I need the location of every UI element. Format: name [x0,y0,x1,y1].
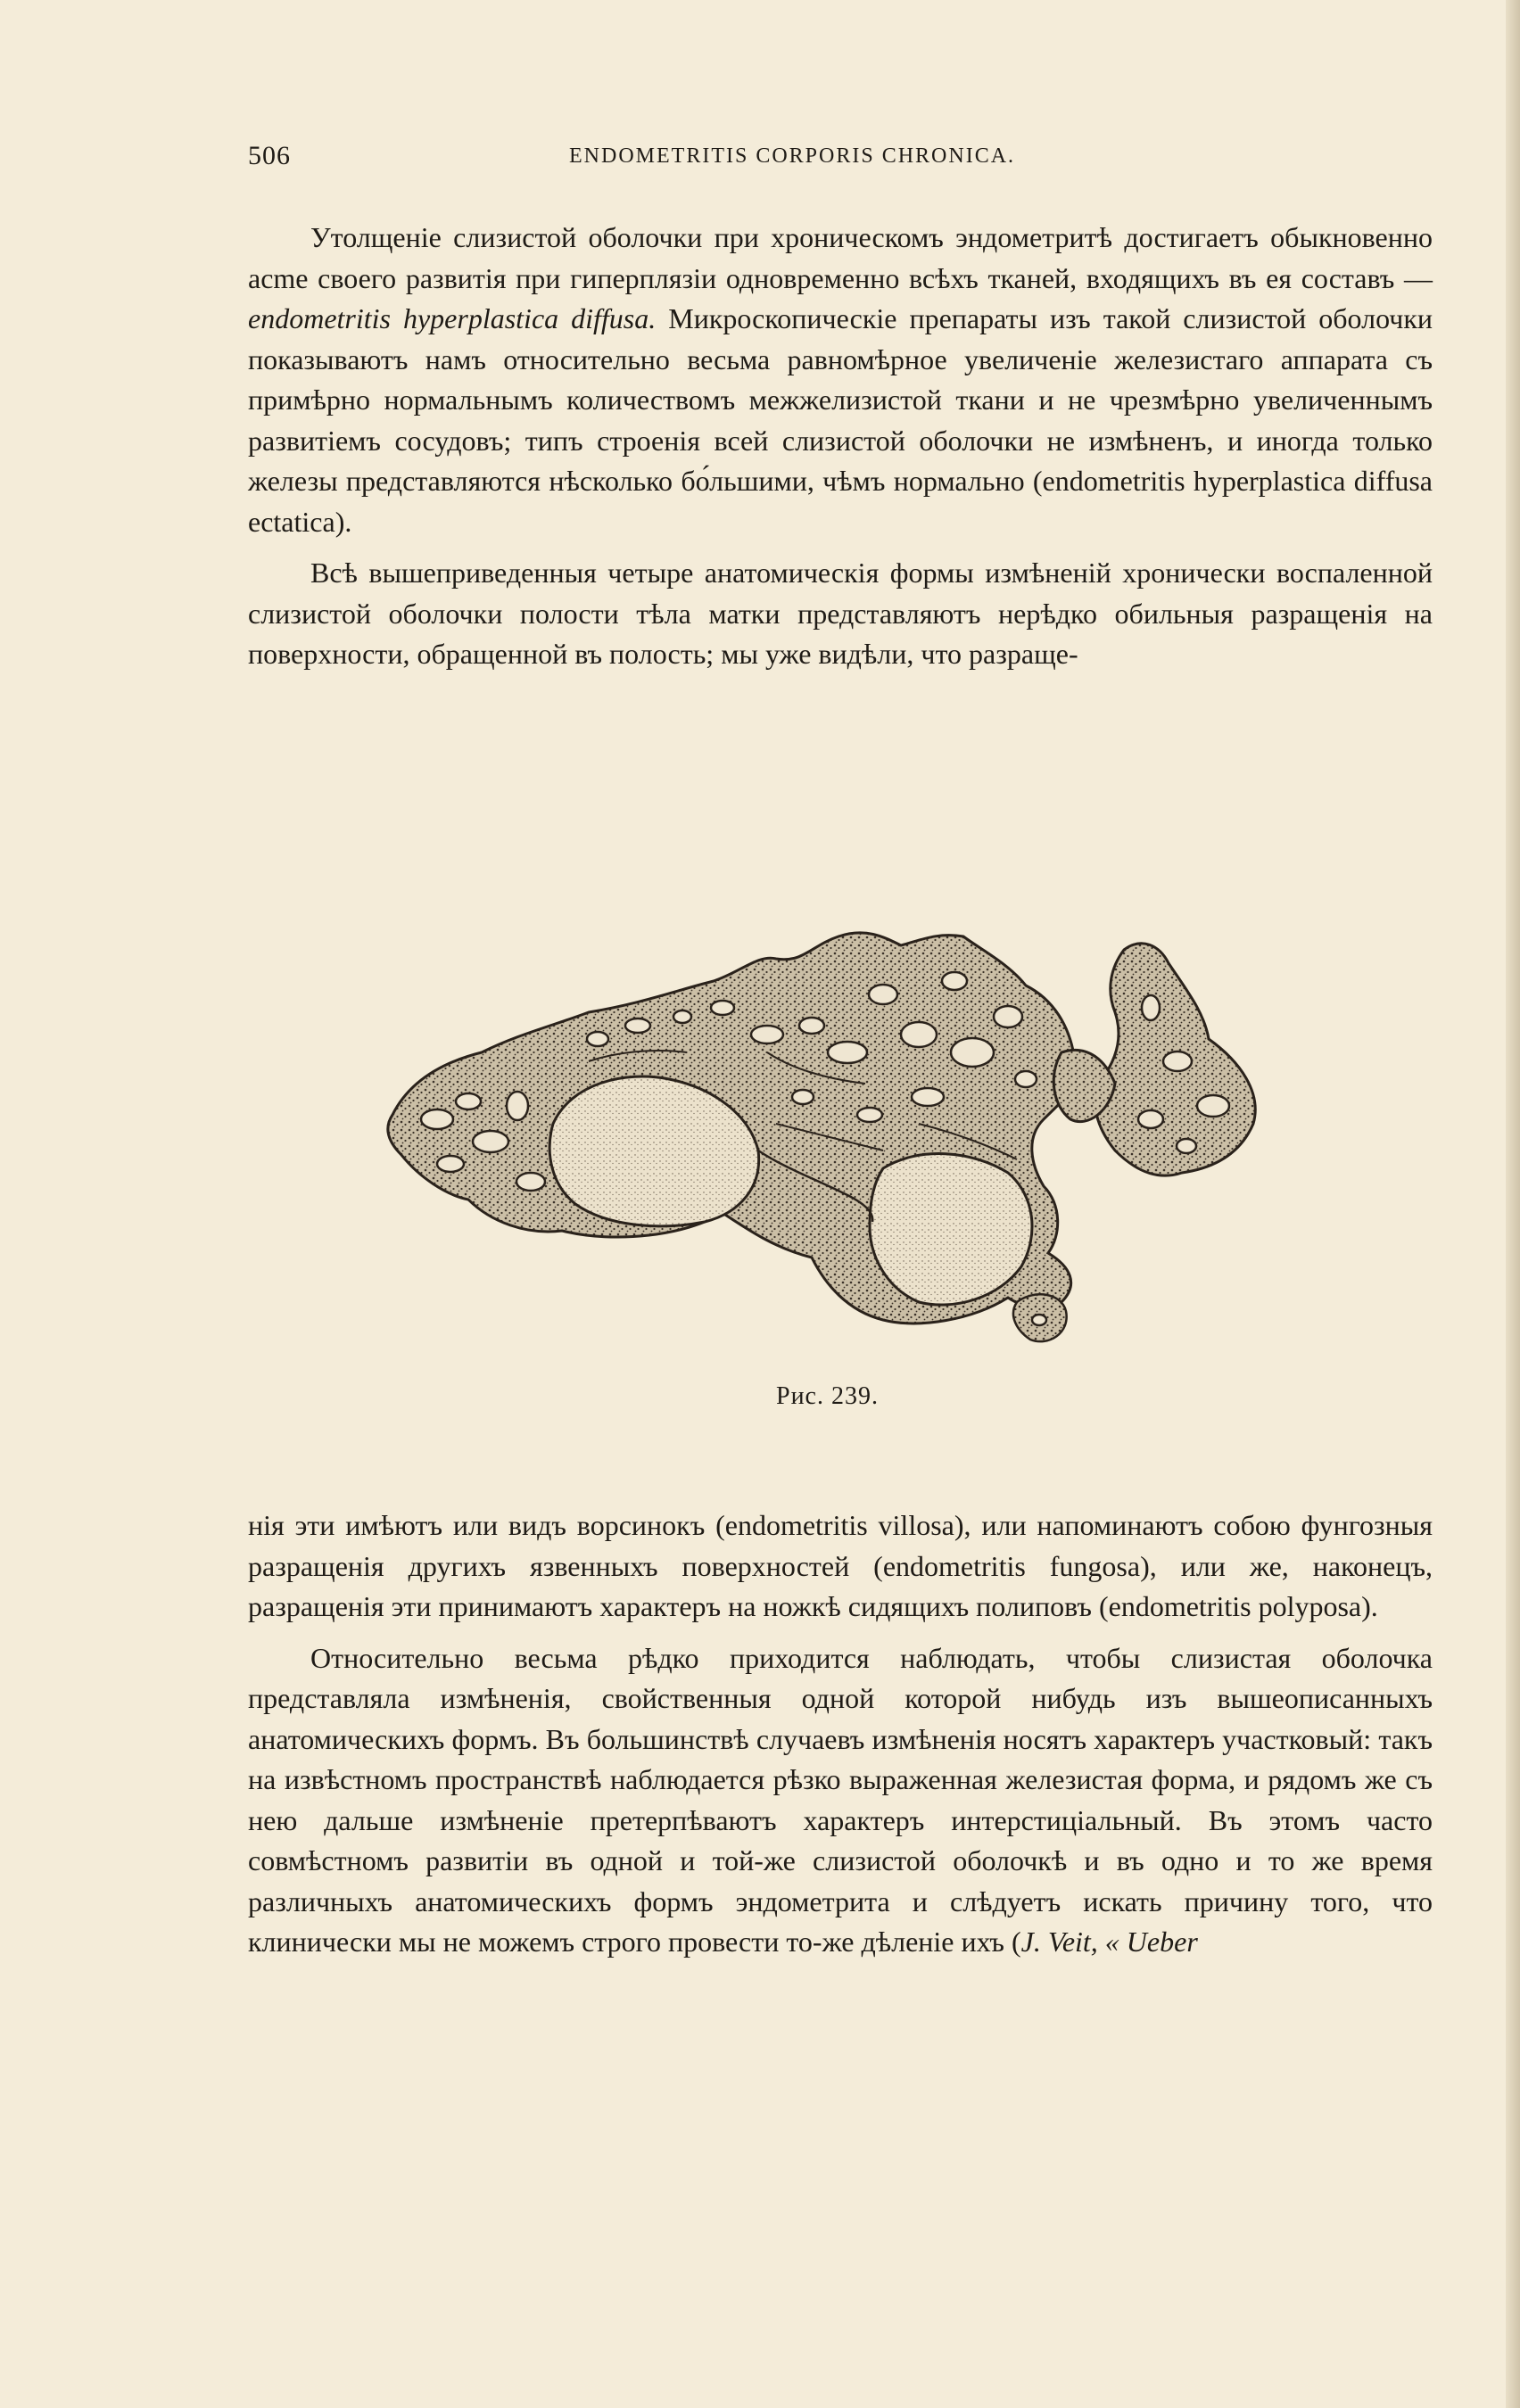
page-edge-shadow [1506,0,1520,2408]
paragraph-text: Всѣ вышеприведенныя четыре анатомическія формы измѣненій хронически воспаленной слизистой оболочки полости тѣла матки представляютъ нерѣдко обильныя разращенія на поверхности, обращенной въ полость; мы уже видѣли, что разраще- [248,557,1433,670]
paragraph [248,1505,1433,1628]
paragraph [248,1638,1433,1963]
citation-author: J. Veit, « Ueber [1020,1926,1198,1958]
paragraph-text: Относительно весьма рѣдко приходится наблюдать, чтобы слизистая оболочка представляла измѣненія, свойственныя одной которой нибудь изъ вышеописанныхъ анатомическихъ формъ. Въ большинствѣ случаевъ измѣненія носятъ характеръ участковый: такъ на извѣстномъ пространствѣ наблюдается рѣзко выраженная железистая форма, и рядомъ же съ нею дальше измѣненіе претерпѣваютъ характеръ интерстиціальный. Въ этомъ часто совмѣстномъ развитіи въ одной и той-же слизистой оболочкѣ и въ одно и то же время различныхъ анатомическихъ формъ эндометрита и слѣдуетъ искать причину того, что клинически мы не можемъ строго провести то-же дѣленіе ихъ ( [248,1641,1433,1958]
tissue-section-illustration [384,928,1285,1373]
running-header [248,141,1434,177]
running-title: ENDOMETRITIS CORPORIS CHRONICA. [569,144,1016,168]
paragraph-text: Микроскопическіе препараты изъ такой слизистой оболочки показываютъ намъ относительно весьма равномѣрное увеличеніе железистаго аппарата съ примѣрно нормальнымъ количествомъ межжелизистой ткани и не чрезмѣрно увеличеннымъ развитіемъ сосудовъ; типъ строенія всей слизистой оболочки не измѣненъ, и иногда только железы представляются нѣсколько бо́льшими, чѣмъ нормально (endometritis hyperplastica diffusa ectatica). [248,302,1433,538]
paragraph-text: нія эти имѣютъ или видъ ворсинокъ (endometritis villosa), или напоминаютъ собою фунгозныя разращенія другихъ язвенныхъ поверхностей (endometritis fungosa), или же, наконецъ, разращенія эти принимаютъ характеръ на ножкѣ сидящихъ полиповъ (endometritis polyposa). [248,1509,1433,1622]
figure-caption: Рис. 239. [776,1382,879,1410]
paragraph [248,218,1433,542]
figure-micrograph [384,928,1285,1373]
text-block-top [248,218,1433,675]
page-number: 506 [248,141,291,170]
latin-term: endometritis hyperplastica diffusa. [248,302,657,334]
polyp-cyst [870,1154,1032,1305]
paragraph-text: Утолщеніе слизистой оболочки при хроническомъ эндометритѣ достигаетъ обыкновенно acme своего развитія при гиперплязіи одновременно всѣхъ тканей, входящихъ въ ея составъ — [248,221,1433,294]
paragraph [248,553,1433,675]
text-block-bottom [248,1505,1433,1963]
